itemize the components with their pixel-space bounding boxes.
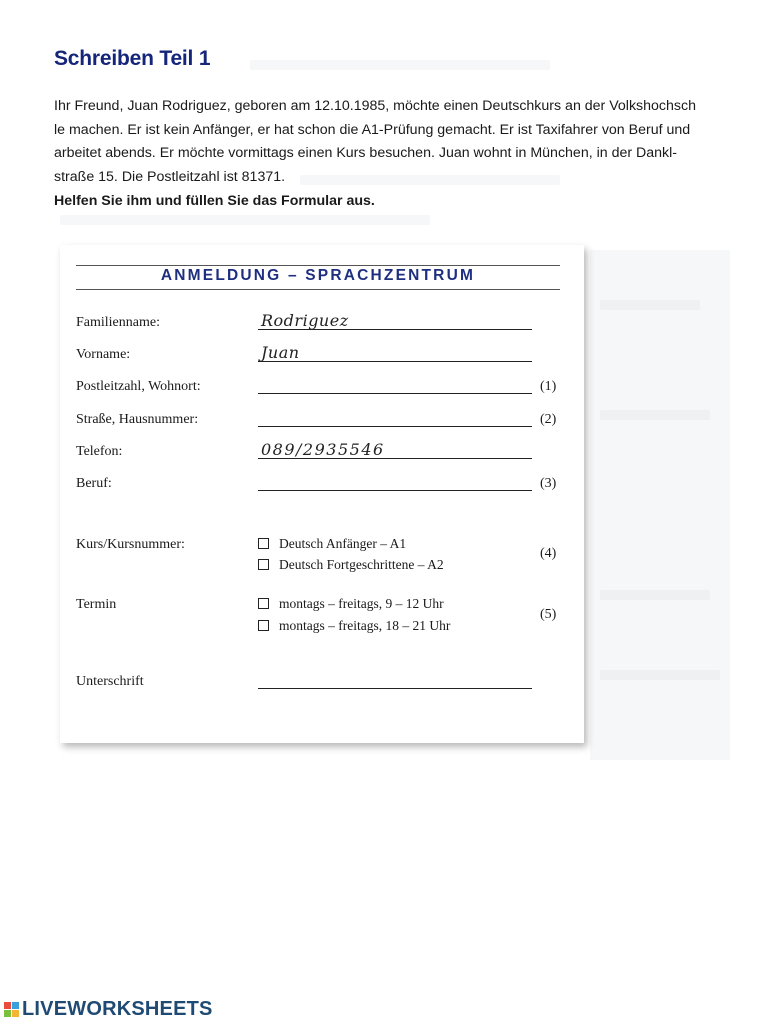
first-name-label: Vorname: — [76, 347, 131, 362]
page-title: Schreiben Teil 1 — [54, 47, 211, 70]
course-option-label: Deutsch Anfänger – A1 — [279, 536, 407, 551]
brand-name: LIVEWORKSHEETS — [22, 998, 213, 1020]
form-title-rule-bottom — [76, 289, 560, 290]
postcode-city-field[interactable] — [258, 393, 532, 394]
family-name-line[interactable] — [258, 329, 532, 330]
term-number: (5) — [540, 607, 557, 622]
form-title: ANMELDUNG – SPRACHZENTRUM — [160, 267, 476, 284]
street-field[interactable] — [258, 426, 532, 427]
facing-page-line — [250, 60, 550, 70]
signature-field[interactable] — [258, 688, 532, 689]
street-label: Straße, Hausnummer: — [76, 412, 199, 427]
phone-value[interactable]: 089/2935546 — [261, 440, 385, 459]
facing-page-line — [600, 300, 700, 310]
term-option-label: montags – freitags, 9 – 12 Uhr — [279, 596, 444, 611]
postcode-city-label: Postleitzahl, Wohnort: — [76, 379, 201, 394]
course-number: (4) — [540, 546, 557, 561]
family-name-value[interactable]: Rodriguez — [261, 311, 349, 330]
checkbox[interactable] — [258, 620, 269, 631]
facing-page-shadow — [590, 250, 730, 760]
term-option-label: montags – freitags, 18 – 21 Uhr — [279, 618, 451, 633]
facing-page-line — [600, 590, 710, 600]
profession-field[interactable] — [258, 490, 532, 491]
first-name-line[interactable] — [258, 361, 532, 362]
instruction: Helfen Sie ihm und füllen Sie das Formular aus. — [54, 193, 375, 209]
facing-page-line — [600, 410, 710, 420]
intro-text — [54, 95, 732, 189]
course-option-a1[interactable] — [258, 536, 406, 552]
signature-label: Unterschrift — [76, 674, 144, 689]
liveworksheets-logo[interactable] — [4, 998, 213, 1021]
phone-line[interactable] — [258, 458, 532, 459]
term-option-morning[interactable] — [258, 596, 444, 612]
registration-form — [60, 245, 584, 743]
street-number: (2) — [540, 412, 557, 427]
term-option-evening[interactable] — [258, 618, 450, 634]
profession-label: Beruf: — [76, 476, 112, 491]
profession-number: (3) — [540, 476, 557, 491]
intro-line: Ihr Freund, Juan Rodriguez, geboren am 12.10.1985, möchte einen Deutschkurs an der Volkshochsch — [54, 98, 696, 114]
course-option-label: Deutsch Fortgeschrittene – A2 — [279, 557, 444, 572]
checkbox[interactable] — [258, 559, 269, 570]
form-title-rule-top — [76, 265, 560, 266]
intro-line: arbeitet abends. Er möchte vormittags einen Kurs besuchen. Juan wohnt in München, in der Dankl- — [54, 145, 678, 161]
term-label: Termin — [76, 597, 117, 612]
liveworksheets-icon — [4, 1002, 19, 1017]
checkbox[interactable] — [258, 598, 269, 609]
first-name-value[interactable]: Juan — [261, 343, 300, 362]
checkbox[interactable] — [258, 538, 269, 549]
course-option-a2[interactable] — [258, 557, 444, 573]
family-name-label: Familienname: — [76, 315, 160, 330]
intro-line: le machen. Er ist kein Anfänger, er hat schon die A1-Prüfung gemacht. Er ist Taxifahrer von Beruf und — [54, 121, 691, 138]
intro-line: straße 15. Die Postleitzahl ist 81371. — [54, 168, 286, 185]
facing-page-line — [60, 215, 430, 225]
postcode-city-number: (1) — [540, 379, 557, 394]
phone-label: Telefon: — [76, 444, 123, 459]
course-label: Kurs/Kursnummer: — [76, 537, 185, 552]
facing-page-line — [600, 670, 720, 680]
